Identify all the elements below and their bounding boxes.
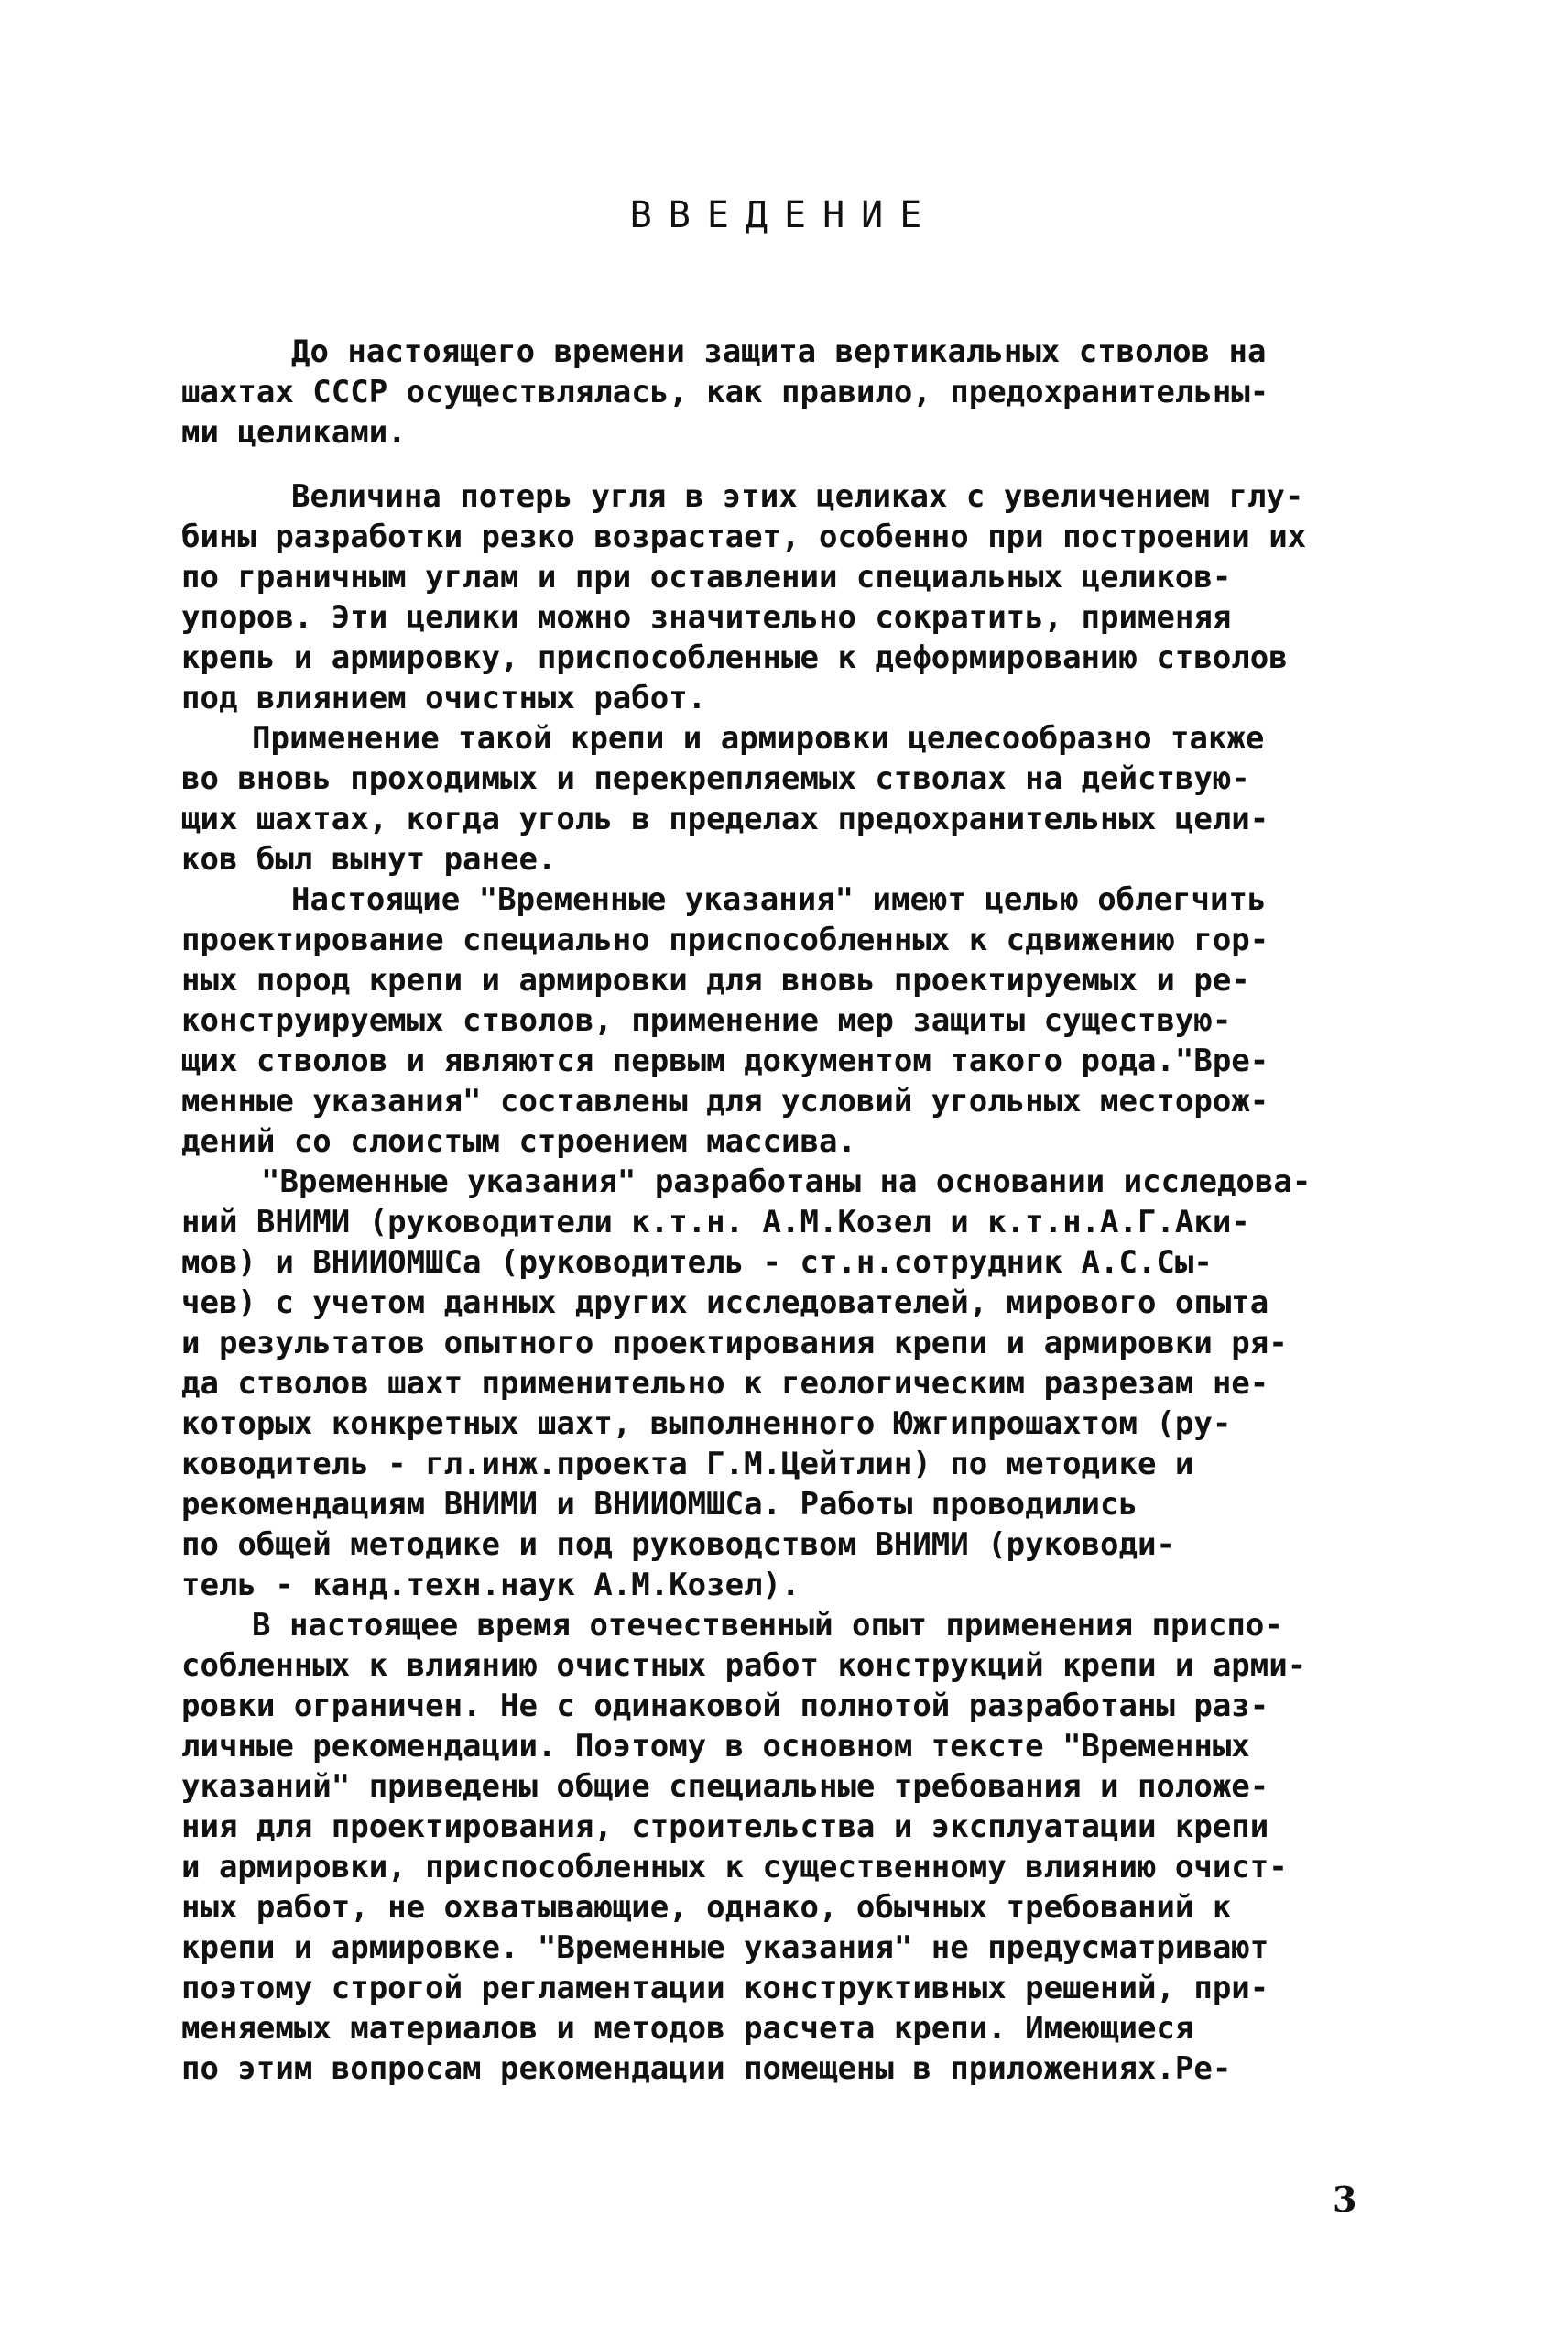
text-line: щих стволов и являются первым документом такого рода."Вре- [181, 1043, 1269, 1079]
text-line: крепь и армировку, приспособленные к деформированию стволов [181, 639, 1288, 676]
text-line: собленных к влиянию очистных работ конструкций крепи и арми- [181, 1647, 1307, 1684]
text-line: ководитель - гл.инж.проекта Г.М.Цейтлин) по методике и [181, 1446, 1194, 1482]
text-line: ровки ограничен. Не с одинаковой полнотой разработаны раз- [181, 1688, 1269, 1724]
text-line: дений со слоистым строением массива. [181, 1123, 856, 1160]
text-line: упоров. Эти целики можно значительно сократить, применяя [181, 599, 1232, 636]
text-line: по общей методике и под руководством ВНИМИ (руководи- [181, 1526, 1175, 1563]
text-line: шахтах СССР осуществлялась, как правило, предохранительны- [181, 374, 1269, 410]
text-line: которых конкретных шахт, выполненного Южгипрошахтом (ру- [181, 1405, 1232, 1442]
text-line: указаний" приведены общие специальные требования и положе- [181, 1768, 1269, 1805]
text-line: личные рекомендации. Поэтому в основном тексте "Временных [181, 1728, 1250, 1764]
text-line: ков был вынут ранее. [181, 841, 557, 878]
text-line: ми целиками. [181, 414, 407, 451]
text-line: Настоящие "Временные указания" имеют целью облегчить [291, 881, 1267, 918]
text-line: ний ВНИМИ (руководители к.т.н. А.М.Козел и к.т.н.А.Г.Аки- [181, 1204, 1250, 1240]
text-line: меняемых материалов и методов расчета крепи. Имеющиеся [181, 2010, 1194, 2047]
text-line: проектирование специально приспособленных к сдвижению гор- [181, 922, 1269, 958]
text-line: В настоящее время отечественный опыт применения приспо- [252, 1607, 1283, 1644]
text-line: ных пород крепи и армировки для вновь проектируемых и ре- [181, 962, 1250, 999]
page-title: ВВЕДЕНИЕ [629, 194, 939, 236]
text-line: и армировки, приспособленных к существенному влиянию очист- [181, 1849, 1288, 1885]
text-line: ных работ, не охватывающие, однако, обычных требований к [181, 1889, 1232, 1926]
text-line: тель - канд.техн.наук А.М.Козел). [181, 1567, 800, 1603]
text-line: бины разработки резко возрастает, особенно при построении их [181, 519, 1307, 555]
text-line: по этим вопросам рекомендации помещены в приложениях.Ре- [181, 2050, 1232, 2087]
text-line: Величина потерь угля в этих целиках с увеличением глу- [291, 478, 1304, 515]
text-line: ния для проектирования, строительства и эксплуатации крепи [181, 1808, 1269, 1845]
text-line: по граничным углам и при оставлении специальных целиков- [181, 559, 1232, 595]
text-line: во вновь проходимых и перекрепляемых стволах на действую- [181, 760, 1250, 797]
page-number: 3 [1333, 2179, 1357, 2220]
text-line: крепи и армировке. "Временные указания" не предусматривают [181, 1929, 1269, 1966]
text-line: щих шахтах, когда уголь в пределах предохранительных цели- [181, 801, 1269, 837]
text-line: конструируемых стволов, применение мер защиты существую- [181, 1002, 1232, 1039]
text-line: поэтому строгой регламентации конструктивных решений, при- [181, 1970, 1269, 2006]
text-line: рекомендациям ВНИМИ и ВНИИОМШСа. Работы проводились [181, 1486, 1138, 1523]
text-line: "Временные указания" разработаны на основании исследова- [261, 1164, 1312, 1200]
text-line: До настоящего времени защита вертикальных стволов на [291, 333, 1267, 370]
text-line: чев) с учетом данных других исследователей, мирового опыта [181, 1284, 1269, 1321]
text-line: Применение такой крепи и армировки целесообразно также [252, 720, 1265, 757]
text-line: под влиянием очистных работ. [181, 680, 707, 716]
text-line: да стволов шахт применительно к геологическим разрезам не- [181, 1365, 1269, 1402]
text-line: и результатов опытного проектирования крепи и армировки ря- [181, 1325, 1288, 1361]
text-line: менные указания" составлены для условий угольных месторож- [181, 1083, 1269, 1120]
text-line: мов) и ВНИИОМШСа (руководитель - ст.н.сотрудник А.С.Сы- [181, 1244, 1213, 1281]
